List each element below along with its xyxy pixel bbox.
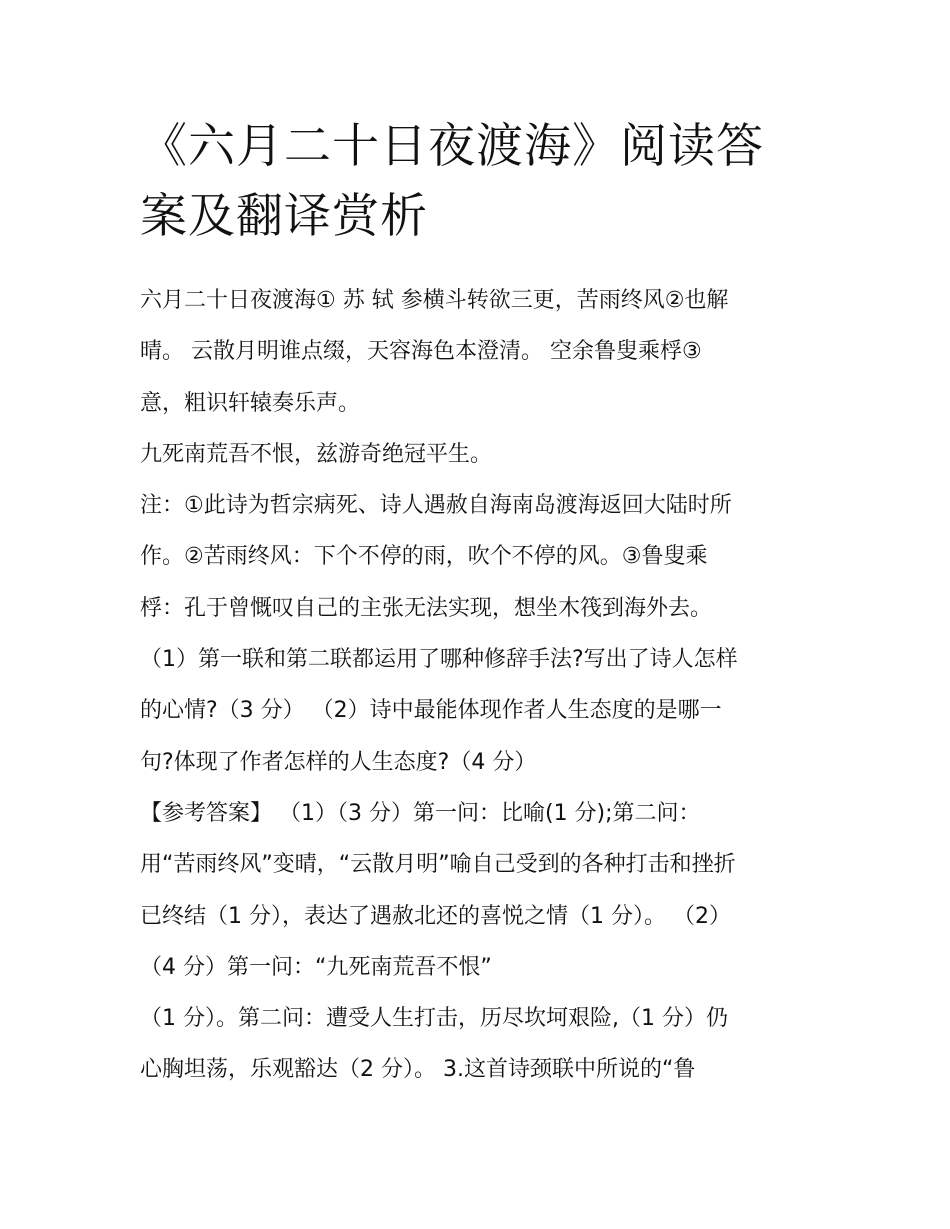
- answer-line: （1 分）。第二问：遭受人生打击，历尽坎坷艰险,（1 分）仍: [140, 1006, 728, 1032]
- document-body: [140, 275, 820, 1096]
- question-line: 的心情?（3 分） （2）诗中最能体现作者人生态度的是哪一: [140, 698, 722, 724]
- note-line: 作。②苦雨终风：下个不停的雨，吹个不停的风。③鲁叟乘: [140, 544, 708, 570]
- poem-line: 九死南荒吾不恨，兹游奇绝冠平生。: [140, 441, 493, 467]
- answer-line: 心胸坦荡，乐观豁达（2 分）。 3.这首诗颈联中所说的“鲁: [140, 1057, 696, 1083]
- poem-header-line: 六月二十日夜渡海① 苏 轼 参横斗转欲三更，苦雨终风②也解: [140, 288, 729, 313]
- title-line: 案及翻译赏析: [140, 189, 428, 244]
- answer-line: 【参考答案】 （1）（3 分）第一问：比喻(1 分);第二问：: [140, 800, 701, 826]
- note-line: 桴：孔于曾慨叹自己的主张无法实现，想坐木筏到海外去。: [140, 595, 713, 621]
- poem-line: 晴。 云散月明谁点缀，天容海色本澄清。 空余鲁叟乘桴③: [140, 339, 702, 365]
- note-line: 注：①此诗为哲宗病死、诗人遇赦自海南岛渡海返回大陆时所: [140, 493, 732, 519]
- answer-line: （4 分）第一问：“九死南荒吾不恨”: [140, 954, 492, 980]
- answer-line: 已终结（1 分），表达了遇赦北还的喜悦之情（1 分）。 （2）: [140, 903, 731, 929]
- title-line: 《六月二十日夜渡海》阅读答: [140, 119, 764, 174]
- poem-line: 意，粗识轩辕奏乐声。: [140, 390, 361, 416]
- document-title: [140, 112, 820, 252]
- question-line: （1）第一联和第二联都运用了哪种修辞手法?写出了诗人怎样: [140, 647, 738, 673]
- question-line: 句?体现了作者怎样的人生态度?（4 分）: [140, 749, 537, 775]
- answer-line: 用“苦雨终风”变晴，“云散月明”喻自己受到的各种打击和挫折: [140, 852, 736, 878]
